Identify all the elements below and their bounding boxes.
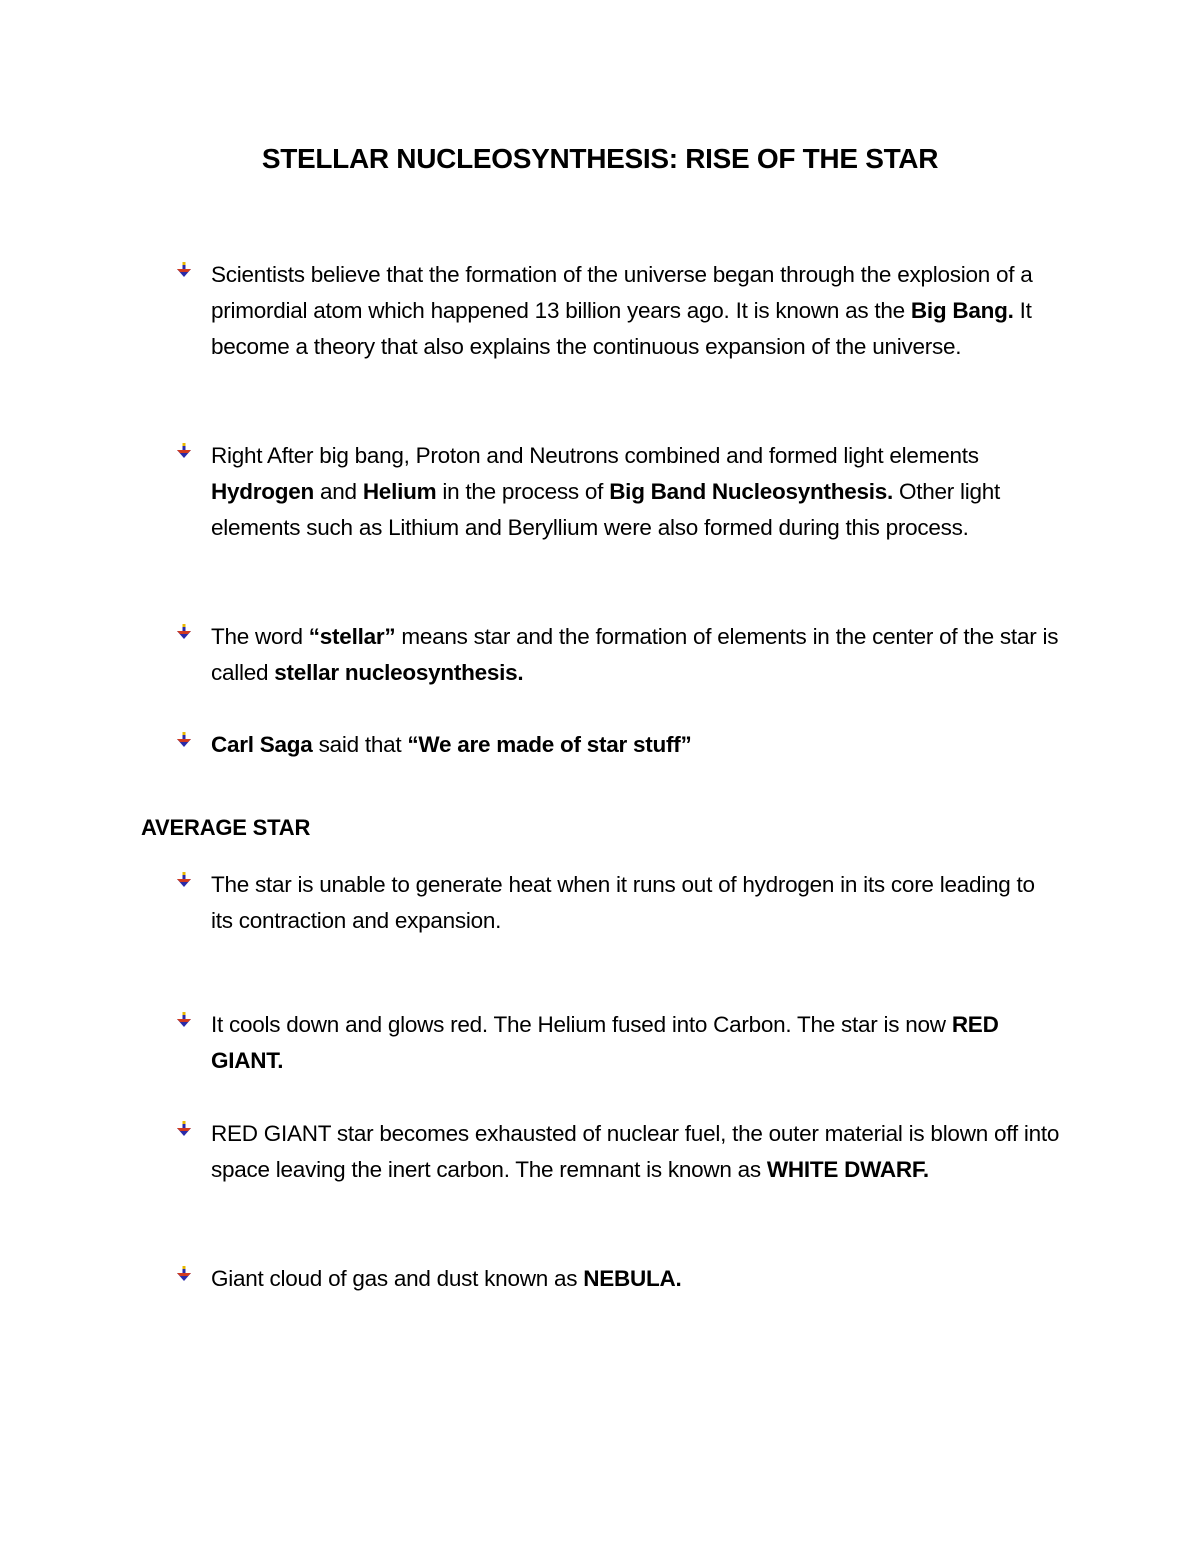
down-arrow-bullet-icon — [176, 732, 192, 748]
down-arrow-bullet-icon — [176, 443, 192, 459]
bullet-text: RED GIANT star becomes exhausted of nuclear fuel, the outer material is blown off into space leaving the inert carbon. The remnant is known as WHITE DWARF. — [211, 1121, 1060, 1182]
bullet-text: Giant cloud of gas and dust known as NEBULA. — [211, 1266, 682, 1291]
bullet-text: The word “stellar” means star and the formation of elements in the center of the star is called stellar nucleosynthesis. — [211, 624, 1059, 685]
down-arrow-bullet-icon — [176, 1012, 192, 1028]
page-title: STELLAR NUCLEOSYNTHESIS: RISE OF THE STAR — [261, 143, 939, 174]
bullet-text: Right After big bang, Proton and Neutrons combined and formed light elements Hydrogen and Helium in the process of Big Band Nucleosynthesis. Other light elements such as Lithium and Beryllium were also formed during this process. — [211, 443, 1001, 540]
down-arrow-bullet-icon — [176, 1266, 192, 1282]
down-arrow-bullet-icon — [176, 624, 192, 640]
down-arrow-bullet-icon — [176, 1121, 192, 1137]
section-heading: AVERAGE STAR — [141, 815, 311, 840]
down-arrow-bullet-icon — [176, 262, 192, 278]
bullet-text: It cools down and glows red. The Helium fused into Carbon. The star is now RED GIANT. — [211, 1012, 999, 1073]
bullet-text: Carl Saga said that “We are made of star stuff” — [211, 732, 692, 757]
down-arrow-bullet-icon — [176, 872, 192, 888]
bullet-text: The star is unable to generate heat when it runs out of hydrogen in its core leading to its contraction and expansion. — [211, 872, 1035, 933]
bullet-text: Scientists believe that the formation of the universe began through the explosion of a primordial atom which happened 13 billion years ago. It is known as the Big Bang. It become a theory that also explains the continuous expansion of the universe. — [211, 262, 1033, 359]
